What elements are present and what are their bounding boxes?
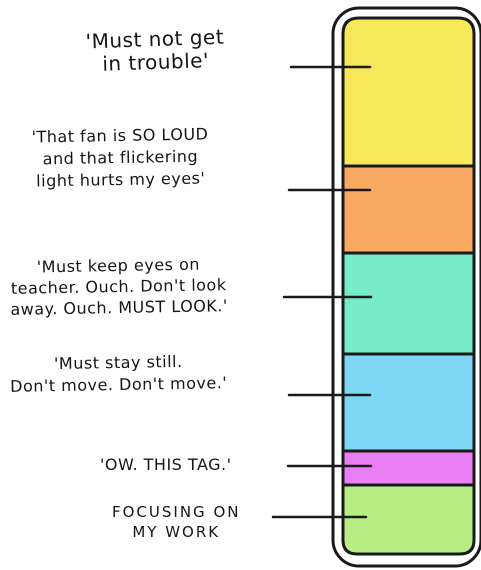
label-line: and that flickering (42, 146, 199, 169)
label-line: 'That fan is SO LOUD (31, 124, 209, 147)
label-line: light hurts my eyes' (36, 168, 206, 191)
segment-green (343, 485, 474, 554)
label-fan-too-loud (31, 123, 209, 192)
segment-orange (343, 166, 474, 253)
label-line: FOCUSING ON (112, 503, 241, 521)
label-line: in trouble' (101, 48, 210, 76)
label-line: teacher. Ouch. Don't look (10, 275, 227, 298)
label-line: MY WORK (132, 523, 221, 541)
label-line: away. Ouch. MUST LOOK.' (10, 296, 228, 319)
label-must-not-get-in-trouble (85, 26, 225, 77)
meter-segments (343, 18, 474, 554)
segment-pink (343, 451, 474, 485)
label-line: 'Must keep eyes on (36, 254, 201, 277)
label-line: 'Must stay still. (53, 351, 183, 374)
label-focusing-on-my-work (112, 502, 240, 542)
label-this-tag (100, 455, 232, 475)
label-must-stay-still (10, 350, 228, 398)
segment-teal (343, 253, 474, 354)
label-line: Don't move. Don't move.' (10, 373, 228, 396)
segment-yellow (343, 18, 474, 166)
label-line: 'Must not get (85, 24, 225, 54)
label-keep-eyes-on-teacher (9, 253, 228, 320)
label-line: 'OW. THIS TAG.' (100, 455, 232, 474)
segment-blue (343, 354, 474, 451)
